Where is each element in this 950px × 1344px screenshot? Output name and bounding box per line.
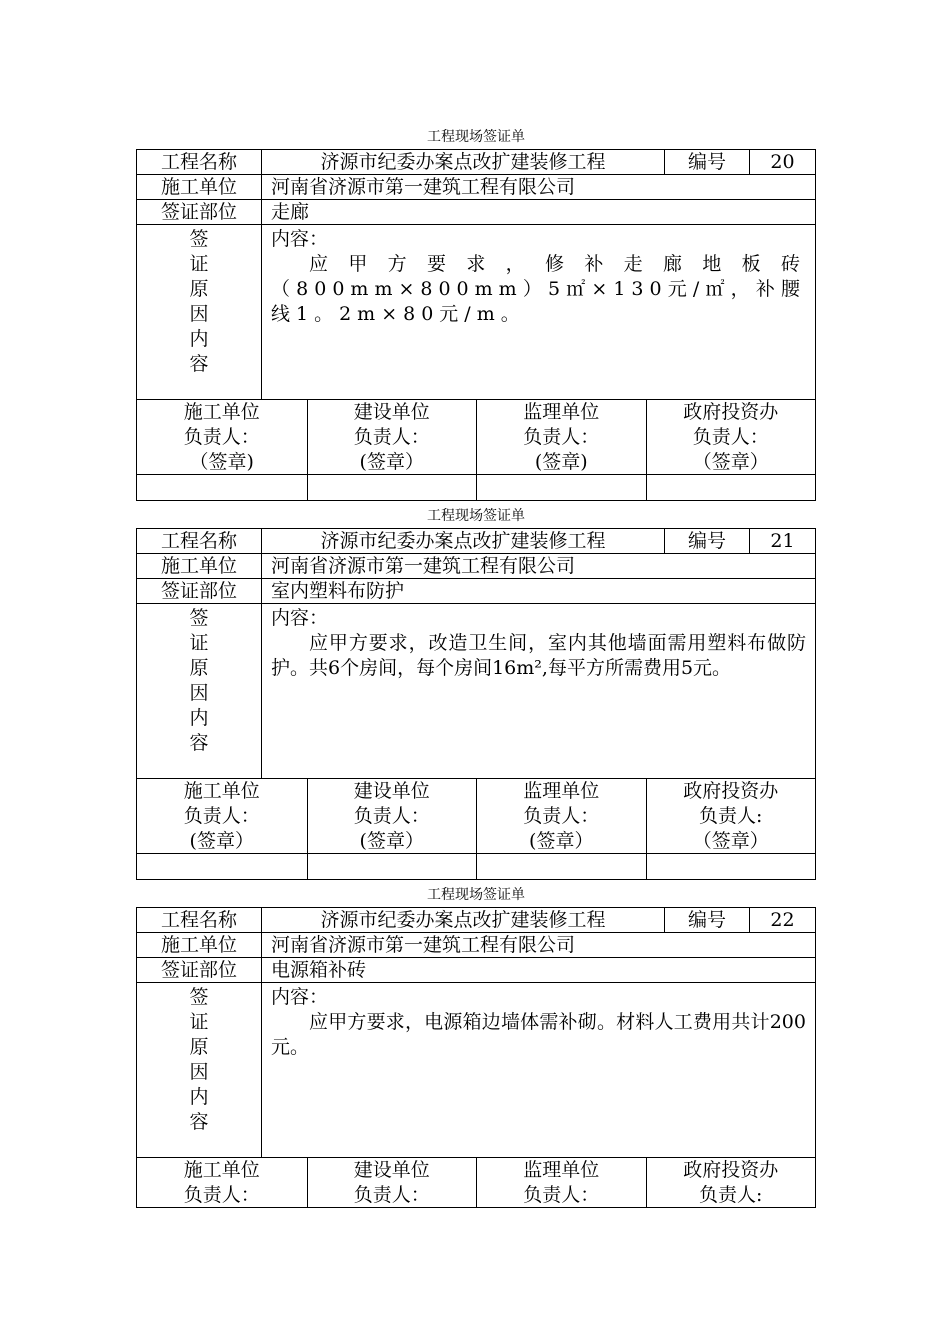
contractor-value: 河南省济源市第一建筑工程有限公司 xyxy=(261,175,815,199)
contractor-row xyxy=(137,554,815,579)
form-title: 工程现场签证单 xyxy=(427,887,525,903)
visa-form xyxy=(136,907,816,1208)
project-row xyxy=(137,150,815,175)
contractor-label: 施工单位 xyxy=(160,555,237,577)
form-number: 20 xyxy=(749,150,815,174)
reason-label: 签 证 原 因 内 容 xyxy=(189,607,209,754)
project-label: 工程名称 xyxy=(160,530,237,552)
location-label: 签证部位 xyxy=(160,959,237,981)
form-number: 21 xyxy=(749,529,815,553)
project-name: 济源市纪委办案点改扩建装修工程 xyxy=(261,529,664,553)
signature-supervisor: 监理单位 负责人： (签章） xyxy=(476,779,646,853)
blank-cell xyxy=(307,854,477,879)
signature-government: 政府投资办 负责人: （签章） xyxy=(646,779,816,853)
project-row xyxy=(137,529,815,554)
content-text: 应甲方要求，修补走廊地板砖（800mm×800mm）5㎡×130元/㎡，补腰线1。2m×80元/m。 xyxy=(271,253,806,325)
number-label: 编号 xyxy=(664,908,749,932)
project-label: 工程名称 xyxy=(160,909,237,931)
content-text: 应甲方要求，电源箱边墙体需补砌。材料人工费用共计200元。 xyxy=(271,1011,806,1058)
form-title: 工程现场签证单 xyxy=(427,129,525,145)
signature-blank-row xyxy=(137,854,815,879)
location-label: 签证部位 xyxy=(160,580,237,602)
reason-content xyxy=(261,604,815,778)
form-title: 工程现场签证单 xyxy=(427,508,525,524)
number-label: 编号 xyxy=(664,150,749,174)
location-label: 签证部位 xyxy=(160,201,237,223)
blank-cell xyxy=(476,854,646,879)
visa-form xyxy=(136,149,816,501)
signature-contractor: 施工单位 负责人： (签章） xyxy=(183,780,260,852)
signature-row xyxy=(137,400,815,475)
signature-supervisor: 监理单位 负责人： xyxy=(476,1158,646,1207)
project-name: 济源市纪委办案点改扩建装修工程 xyxy=(261,150,664,174)
blank-cell xyxy=(646,475,816,500)
project-name: 济源市纪委办案点改扩建装修工程 xyxy=(261,908,664,932)
content-text: 应甲方要求，改造卫生间，室内其他墙面需用塑料布做防护。共6个房间，每个房间16m²,每平方所需费用5元。 xyxy=(271,632,806,679)
blank-cell xyxy=(137,854,307,879)
visa-form xyxy=(136,528,816,880)
blank-cell xyxy=(137,475,307,500)
contractor-row xyxy=(137,933,815,958)
blank-cell xyxy=(476,475,646,500)
signature-supervisor: 监理单位 负责人： (签章) xyxy=(476,400,646,474)
location-row xyxy=(137,579,815,604)
reason-row xyxy=(137,604,815,779)
reason-row xyxy=(137,225,815,400)
location-value: 走廊 xyxy=(261,200,815,224)
location-value: 室内塑料布防护 xyxy=(261,579,815,603)
form-number: 22 xyxy=(749,908,815,932)
contractor-value: 河南省济源市第一建筑工程有限公司 xyxy=(261,933,815,957)
reason-content xyxy=(261,983,815,1157)
signature-row xyxy=(137,779,815,854)
location-row xyxy=(137,958,815,983)
signature-owner: 建设单位 负责人： (签章） xyxy=(307,400,477,474)
contractor-value: 河南省济源市第一建筑工程有限公司 xyxy=(261,554,815,578)
content-label: 内容： xyxy=(271,228,329,250)
content-label: 内容： xyxy=(271,986,329,1008)
reason-label: 签 证 原 因 内 容 xyxy=(189,986,209,1133)
signature-owner: 建设单位 负责人： xyxy=(307,1158,477,1207)
location-row xyxy=(137,200,815,225)
number-label: 编号 xyxy=(664,529,749,553)
contractor-label: 施工单位 xyxy=(160,934,237,956)
contractor-row xyxy=(137,175,815,200)
signature-blank-row xyxy=(137,475,815,500)
reason-content xyxy=(261,225,815,399)
signature-government: 政府投资办 负责人: xyxy=(646,1158,816,1207)
project-row xyxy=(137,908,815,933)
project-label: 工程名称 xyxy=(160,151,237,173)
signature-contractor: 施工单位 负责人： （签章) xyxy=(183,401,260,473)
content-label: 内容： xyxy=(271,607,329,629)
reason-label: 签 证 原 因 内 容 xyxy=(189,228,209,375)
location-value: 电源箱补砖 xyxy=(261,958,815,982)
contractor-label: 施工单位 xyxy=(160,176,237,198)
signature-contractor: 施工单位 负责人： xyxy=(183,1159,260,1206)
signature-row xyxy=(137,1158,815,1207)
signature-government: 政府投资办 负责人： （签章） xyxy=(646,400,816,474)
blank-cell xyxy=(307,475,477,500)
blank-cell xyxy=(646,854,816,879)
reason-row xyxy=(137,983,815,1158)
signature-owner: 建设单位 负责人： (签章） xyxy=(307,779,477,853)
